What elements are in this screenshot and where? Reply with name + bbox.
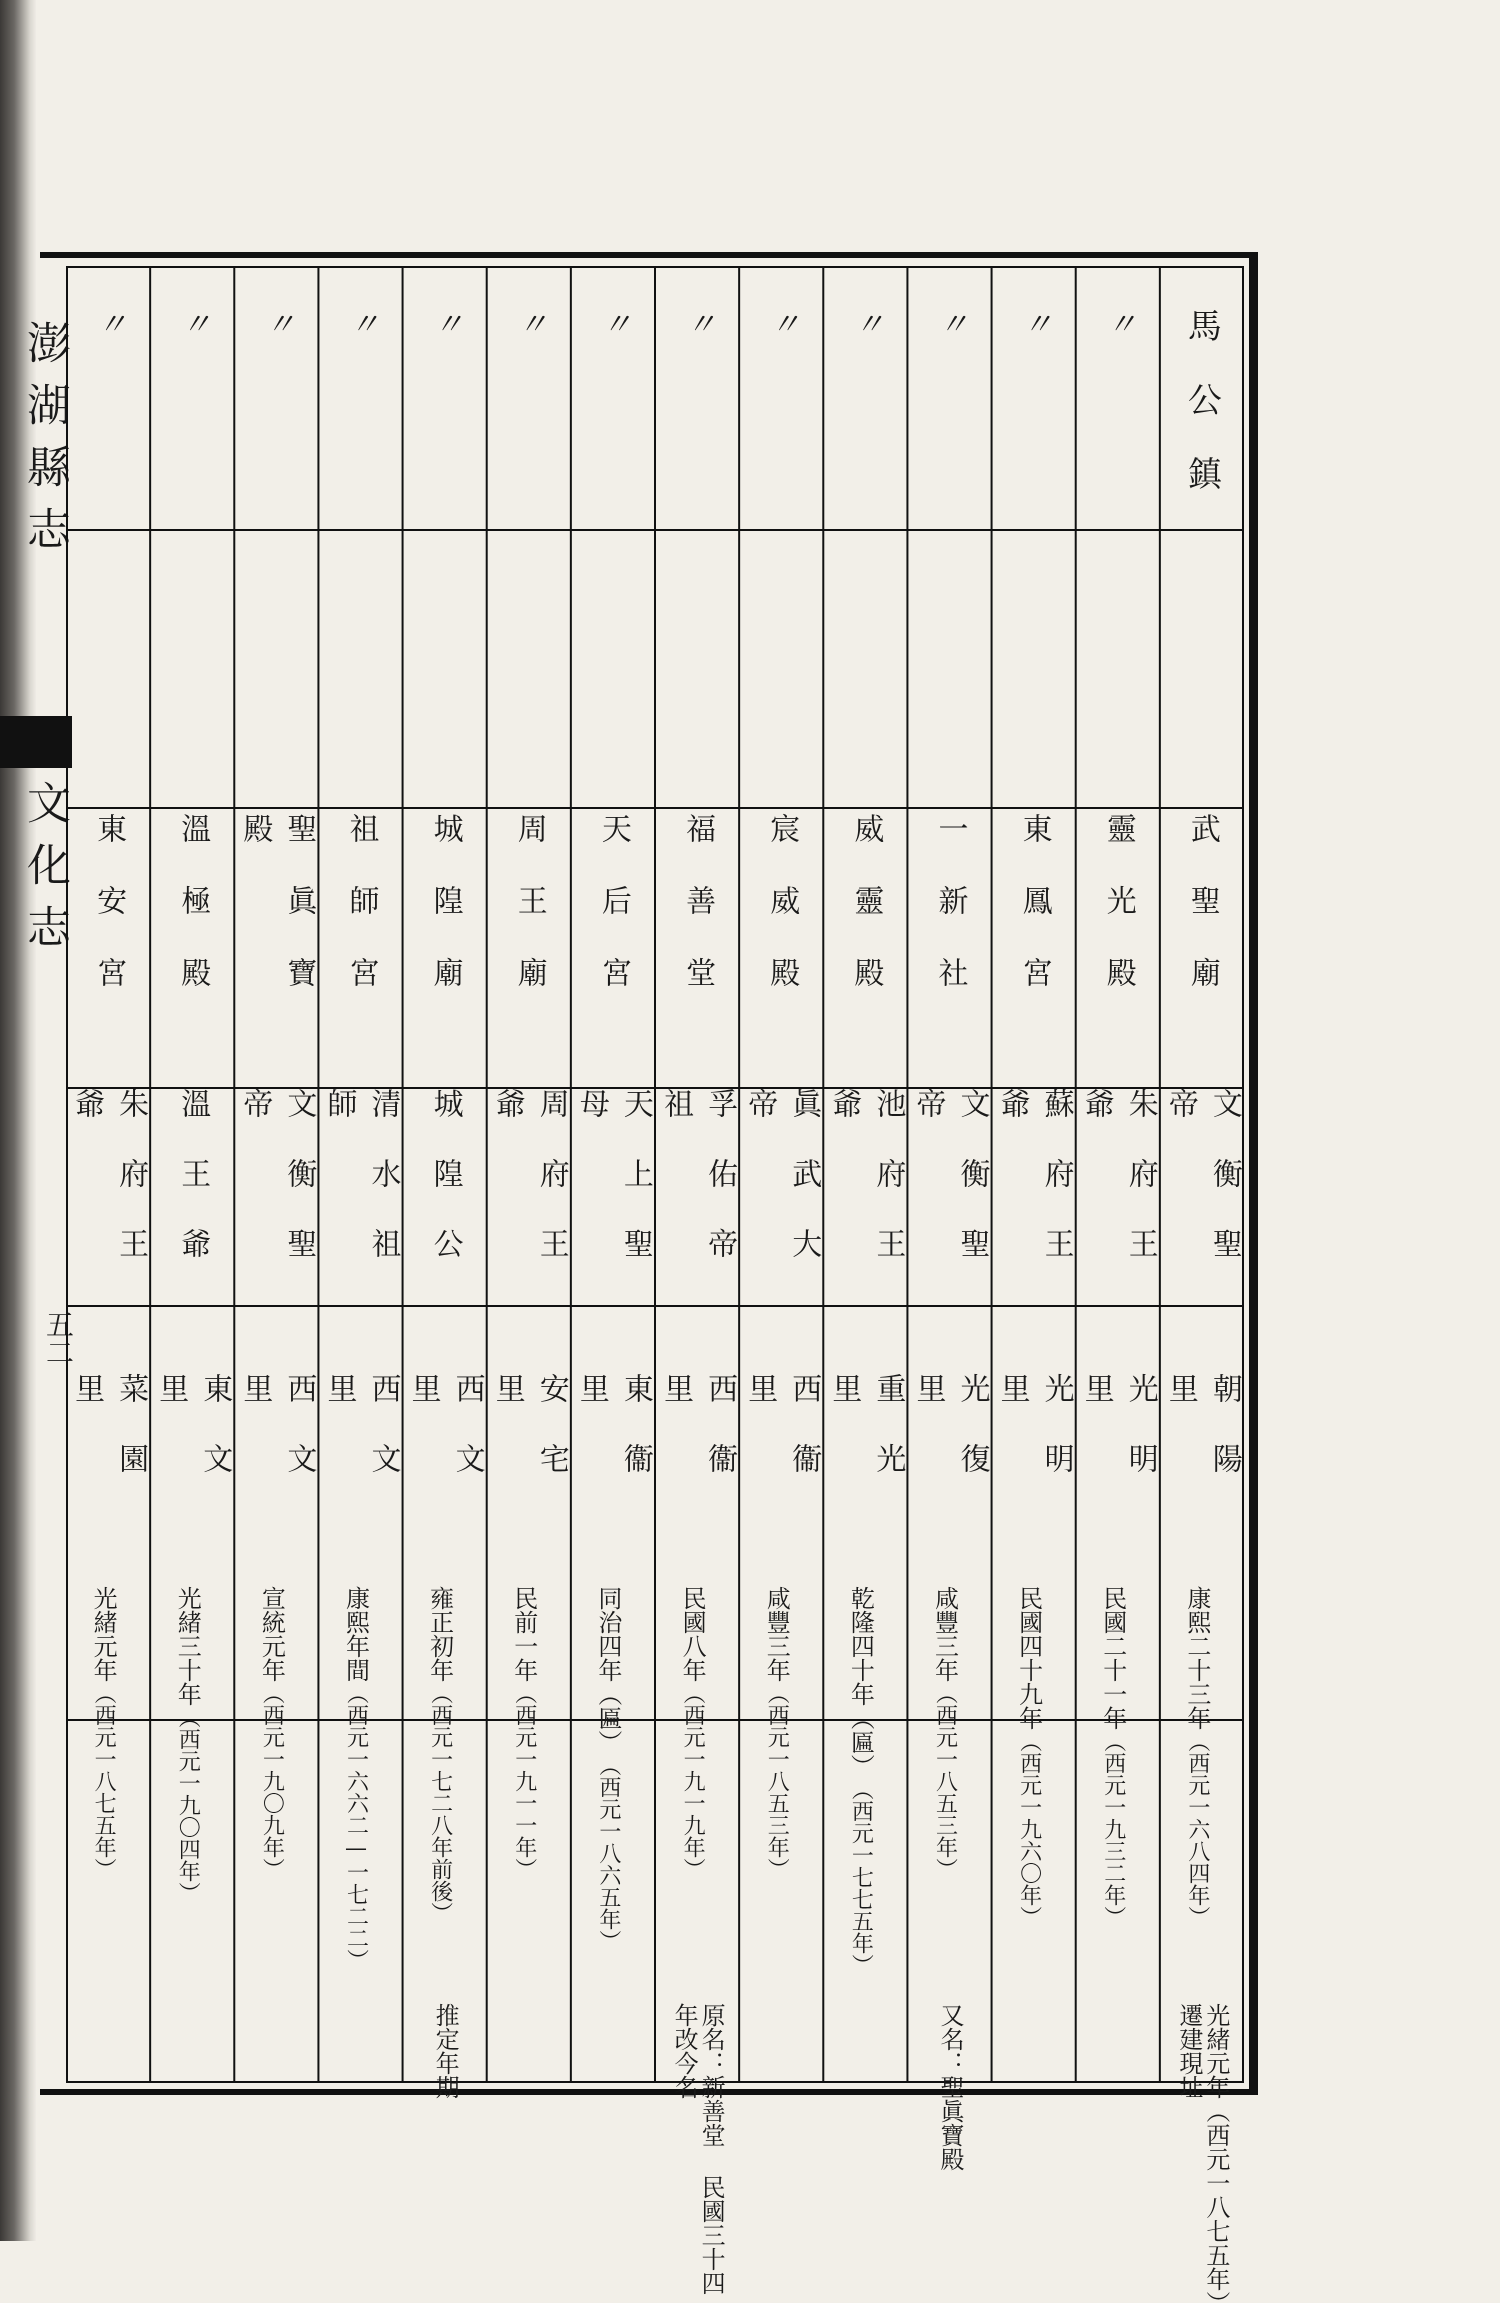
remark-cell [318,2003,402,2303]
temple-name-cell: 東安宮 [91,813,127,1029]
deity-cell: 朱府王爺 [69,1088,149,1298]
village-cell: 光明里 [1078,1373,1158,1513]
temple-name-cell: 聖眞寶殿 [237,813,317,1029]
founding-era-date: 民國八年 [678,1586,707,1682]
remark-cell [66,2003,150,2303]
founding-western-date: （西元一九〇九年） [259,1682,285,1880]
temple-column [66,268,150,2081]
remark-cell [234,2003,318,2303]
founding-western-date: （西元一九〇四年） [175,1706,201,1904]
temple-name-cell: 周王廟 [511,813,547,1029]
founding-western-date: （西元一七二八年前後） [427,1682,453,1924]
temple-name-cell: 靈光殿 [1100,813,1136,1029]
village-cell: 東衞里 [573,1373,653,1513]
temple-column [487,268,571,2081]
temple-name-cell: 城隍廟 [427,813,463,1029]
founding-era-date: 光緒三十年 [173,1586,202,1706]
village-cell: 西衞里 [658,1373,738,1513]
founding-era-date: 雍正初年 [425,1586,454,1682]
founding-date-cell [487,1586,571,1986]
deity-cell: 文衡聖帝 [910,1088,990,1298]
founding-era-date: 宣統元年 [257,1586,286,1682]
remark-cell: 光緒元年（西元一八七五年）遷建現址 [1174,2003,1230,2303]
remark-cell: 又名：聖眞寶殿 [936,2003,964,2171]
founding-western-date: （西元一九一一年） [511,1682,537,1880]
temple-name-cell: 一新社 [932,813,968,1029]
temple-column [1076,268,1160,2081]
temple-column [150,268,234,2081]
deity-cell: 蘇府王爺 [994,1088,1074,1298]
remark-cell: 原名：新善堂 民國三十四年改今名 [670,2003,726,2295]
temple-column [1160,268,1244,2303]
temple-name-cell: 東鳳宮 [1016,813,1052,1029]
deity-cell: 眞武大帝 [742,1088,822,1298]
founding-era-date: 乾隆四十年（匾） [846,1586,875,1778]
remark-cell [150,2003,234,2303]
deity-cell: 城隍公 [427,1088,463,1298]
township-cell: 〃 [932,308,968,378]
township-cell: 〃 [343,308,379,378]
temple-column [907,268,991,2171]
temple-column [403,268,487,2099]
founding-date-cell [318,1586,402,1986]
founding-western-date: （西元一九六〇年） [1016,1730,1042,1928]
page-number: 五二 [42,1310,75,1366]
founding-western-date: （西元一八五三年） [932,1682,958,1880]
temple-column [823,268,907,2081]
remark-cell [571,2003,655,2303]
deity-cell: 周府王爺 [489,1088,569,1298]
deity-cell: 池府王爺 [826,1088,906,1298]
founding-western-date: （西元一八五三年） [764,1682,790,1880]
township-cell: 〃 [680,308,716,378]
village-cell: 西文里 [321,1373,401,1513]
founding-era-date: 咸豐三年 [930,1586,959,1682]
township-cell: 〃 [848,308,884,378]
temple-name-cell: 福善堂 [680,813,716,1029]
remark-cell [487,2003,571,2303]
village-cell: 東文里 [153,1373,233,1513]
founding-date-cell [234,1586,318,1986]
temple-name-cell: 武聖廟 [1184,813,1220,1029]
township-cell: 〃 [175,308,211,378]
village-cell: 光明里 [994,1373,1074,1513]
township-cell: 〃 [511,308,547,378]
founding-western-date: （西元一九三二年） [1100,1730,1126,1928]
township-cell: 〃 [764,308,800,378]
remark-cell [739,2003,823,2303]
founding-western-date: （西元一六八四年） [1184,1730,1210,1928]
township-cell: 馬公鎮 [1181,308,1222,530]
temple-name-cell: 威靈殿 [848,813,884,1029]
founding-date-cell [992,1586,1076,1986]
deity-cell: 溫王爺 [175,1088,211,1298]
book-title: 澎湖縣志 [19,320,70,568]
founding-era-date: 民前一年 [509,1586,538,1682]
village-cell: 重光里 [826,1373,906,1513]
founding-date-cell [823,1586,907,1986]
deity-cell: 文衡聖帝 [1162,1088,1242,1298]
founding-era-date: 民國二十一年 [1098,1586,1127,1730]
founding-western-date: （西元一六六二—一七二二） [343,1682,369,1971]
remark-cell [992,2003,1076,2303]
township-cell: 〃 [595,308,631,378]
temple-column [571,268,655,2081]
founding-date-cell [739,1586,823,1986]
deity-cell: 天上聖母 [573,1088,653,1298]
temple-column [234,268,318,2081]
village-cell: 朝陽里 [1162,1373,1242,1513]
founding-era-date: 同治四年（匾） [593,1586,622,1754]
founding-era-date: 民國四十九年 [1014,1586,1043,1730]
deity-cell: 清水祖師 [321,1088,401,1298]
temple-name-cell: 溫極殿 [175,813,211,1029]
township-cell: 〃 [259,308,295,378]
temple-column [992,268,1076,2081]
temple-column [655,268,739,2295]
village-cell: 菜園里 [69,1373,149,1513]
temple-name-cell: 天后宮 [595,813,631,1029]
deity-cell: 孚佑帝祖 [658,1088,738,1298]
temple-column [318,268,402,2081]
founding-era-date: 康熙二十三年 [1182,1586,1211,1730]
temple-column [739,268,823,2081]
remark-cell [823,2003,907,2303]
village-cell: 西文里 [237,1373,317,1513]
founding-western-date: （西元一九一九年） [680,1682,706,1880]
founding-date-cell [1160,1586,1244,1986]
founding-date-cell [66,1586,150,1986]
founding-western-date: （西元一七七五年） [848,1778,874,1976]
deity-cell: 文衡聖帝 [237,1088,317,1298]
village-cell: 西文里 [405,1373,485,1513]
remark-cell: 推定年期 [431,2003,460,2099]
founding-era-date: 康熙年間 [341,1586,370,1682]
remark-cell [1076,2003,1160,2303]
founding-date-cell [403,1586,487,1986]
township-cell: 〃 [1100,308,1136,378]
temple-name-cell: 宸威殿 [764,813,800,1029]
founding-era-date: 光緒元年 [89,1586,118,1682]
township-cell: 〃 [91,308,127,378]
founding-date-cell [150,1586,234,1986]
founding-western-date: （西元一八六五年） [595,1754,621,1952]
founding-era-date: 咸豐三年 [762,1586,791,1682]
founding-date-cell [655,1586,739,1986]
founding-date-cell [907,1586,991,1986]
founding-western-date: （西元一八七五年） [91,1682,117,1880]
founding-date-cell [1076,1586,1160,1986]
township-cell: 〃 [427,308,463,378]
founding-date-cell [571,1586,655,1986]
township-cell: 〃 [1016,308,1052,378]
temple-name-cell: 祖師宮 [343,813,379,1029]
section-title: 文化志 [19,780,70,966]
village-cell: 安宅里 [489,1373,569,1513]
village-cell: 光復里 [910,1373,990,1513]
deity-cell: 朱府王爺 [1078,1088,1158,1298]
village-cell: 西衞里 [742,1373,822,1513]
